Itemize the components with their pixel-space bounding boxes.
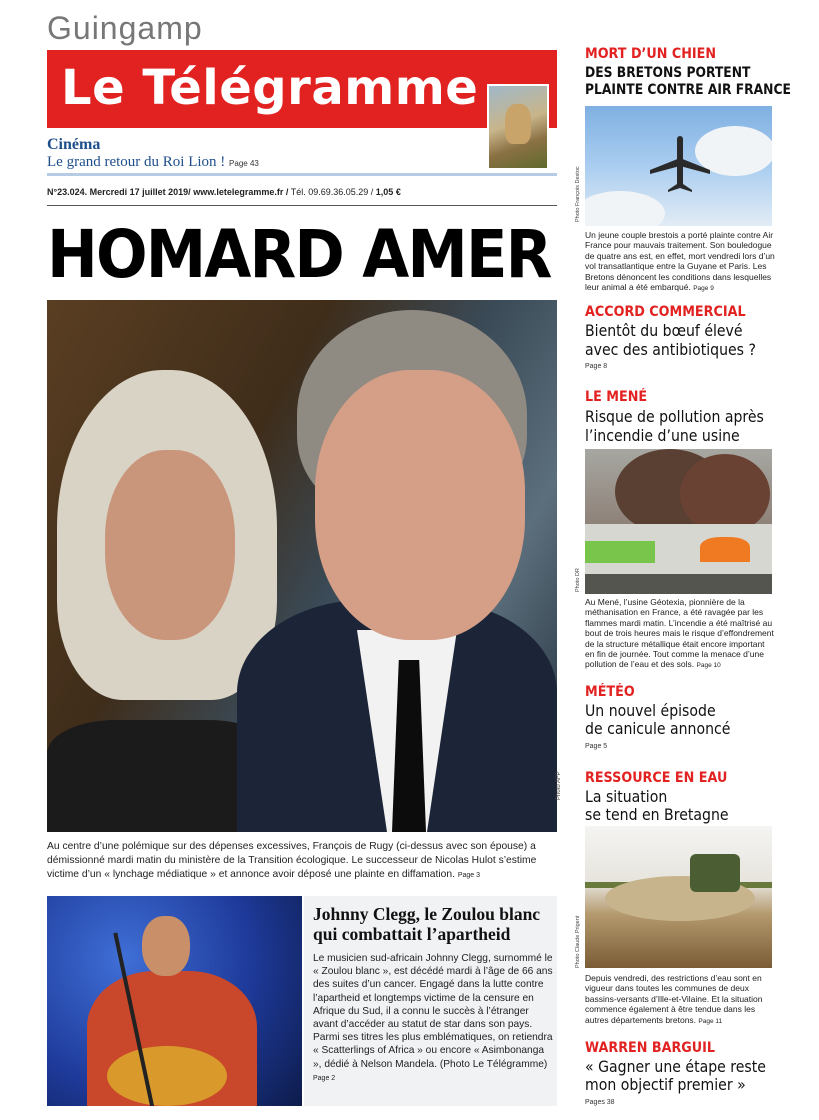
issue-website: www.letelegramme.fr /: [190, 187, 289, 197]
mene-body: Au Mené, l’usine Géotexia, pionnière de la méthanisation en France, a été ravagée par les flammes mardi matin. L’incendie a été maîtrisé au bout de trois heures mais le risque d’effondrement de la structure métallique était encore important en fin de journée. Tout comme la menace d’une pollution de l’eau et des sols.: [585, 597, 774, 670]
meteo-kicker: MÉTÉO: [585, 684, 635, 700]
meteo-page: Page 5: [585, 743, 608, 750]
airplane-photo[interactable]: [585, 106, 772, 226]
factory-facade: [585, 541, 655, 563]
man-face: [315, 370, 525, 640]
barguil-page: Pages 38: [585, 1099, 615, 1106]
clegg-title[interactable]: Johnny Clegg, le Zoulou blanc qui combattait l’apartheid: [313, 904, 541, 944]
woman-face: [105, 450, 235, 640]
issue-line: [47, 187, 401, 197]
chien-headline-1[interactable]: DES BRETONS PORTENT: [585, 65, 751, 81]
issue-price: 1,05 €: [373, 187, 401, 197]
lion-king-photo[interactable]: [487, 84, 549, 170]
masthead[interactable]: [47, 50, 557, 128]
airplane-icon: [650, 134, 710, 194]
ground: [585, 574, 772, 594]
factory-fire-photo[interactable]: [585, 449, 772, 594]
edition-name: Guingamp: [47, 10, 203, 46]
chien-kicker: MORT D’UN CHIEN: [585, 46, 717, 62]
clegg-body-text: Le musicien sud-africain Johnny Clegg, surnommé le « Zoulou blanc », est décédé mardi à l’âge de 66 ans des suites d’un cancer. Engagé dans la lutte contre l’apartheid et longtemps victime de la censure en Afrique du Sud, il a connu le succès à l’étranger avant d’accéder au statut de star dans son pays. Parmi ses titres les plus emblématiques, on retiendra « Scatterlings of Africa » ou encore « Asimbonanga », dédié à Nelson Mandela. (Photo Le Télégramme): [313, 953, 553, 1070]
teaser-headline: Le grand retour du Roi Lion !: [47, 154, 226, 170]
issue-number-date: N°23.024. Mercredi 17 juillet 2019/: [47, 187, 191, 197]
teaser-divider: [47, 173, 557, 176]
accord-headline-2[interactable]: avec des antibiotiques ?: [585, 340, 756, 359]
main-caption-page: Page 3: [457, 872, 481, 879]
main-caption-text: Au centre d’une polémique sur des dépenses excessives, François de Rugy (ci-dessus avec son épouse) a démissionné mardi matin du ministère de la Transition écologique. Le successeur de Nicolas Hulot s’estime victime d’un « lynchage médiatique » et annonce avoir déposé une plainte en diffamation.: [47, 841, 537, 880]
guitar: [107, 1046, 227, 1106]
barguil-headline-2[interactable]: mon objectif premier »: [585, 1075, 746, 1094]
clegg-text: [313, 952, 553, 1085]
barguil-headline-1[interactable]: « Gagner une étape reste: [585, 1057, 766, 1076]
flames: [700, 537, 750, 562]
cloud: [585, 191, 665, 226]
smoke: [680, 454, 770, 534]
main-photo[interactable]: [47, 300, 557, 832]
eau-text: [585, 973, 775, 1027]
main-headline[interactable]: HOMARD AMER: [47, 216, 551, 293]
tractor-photo[interactable]: [585, 826, 772, 968]
chien-text: [585, 230, 775, 294]
eau-kicker: RESSOURCE EN EAU: [585, 770, 728, 786]
mene-text: [585, 597, 775, 672]
mene-photo-credit: Photo DR: [575, 568, 581, 592]
eau-headline-1[interactable]: La situation: [585, 787, 668, 806]
chien-page: Page 9: [693, 285, 714, 293]
eau-page: Page 11: [698, 1017, 723, 1025]
teaser-text[interactable]: [47, 154, 259, 171]
masthead-title: Le Télégramme: [61, 60, 479, 116]
eau-photo-credit: Photo Claude Prigent: [575, 915, 581, 968]
barguil-kicker: WARREN BARGUIL: [585, 1040, 716, 1056]
clegg-page: Page 2: [313, 1074, 336, 1082]
accord-headline-1[interactable]: Bientôt du bœuf élevé: [585, 321, 743, 340]
teaser-page: Page 43: [229, 159, 259, 168]
clegg-head: [142, 916, 190, 976]
clegg-photo[interactable]: [47, 896, 302, 1106]
mene-headline-2[interactable]: l’incendie d’une usine: [585, 426, 740, 445]
eau-body: Depuis vendredi, des restrictions d’eau sont en vigueur dans toutes les communes de deux bassins-versants d’Ille-et-Vilaine. Et la situation commence également à être tendue dans les autres départements bretons.: [585, 973, 763, 1025]
accord-kicker: ACCORD COMMERCIAL: [585, 304, 746, 320]
tractor: [690, 854, 740, 892]
issue-phone: Tél. 09.69.36.05.29 /: [288, 187, 374, 197]
teaser-label: Cinéma: [47, 136, 101, 153]
mene-kicker: LE MENÉ: [585, 389, 648, 405]
issue-divider: [47, 205, 557, 206]
meteo-headline-2[interactable]: de canicule annoncé: [585, 719, 731, 738]
mene-page: Page 10: [696, 662, 721, 670]
chien-headline-2[interactable]: PLAINTE CONTRE AIR FRANCE: [585, 82, 791, 98]
chien-body: Un jeune couple brestois a porté plainte contre Air France pour mauvais traitement. Son bouledogue de quatre ans est, en effet, mort vendredi lors d’un vol transatlantique entre la Guyane et Paris. Les Bretons dénoncent les conditions dans lesquelles leur animal a été embarqué.: [585, 230, 775, 293]
mene-headline-1[interactable]: Risque de pollution après: [585, 407, 764, 426]
accord-page: Page 8: [585, 363, 608, 370]
main-photo-credit: Photo AFP: [556, 771, 562, 800]
meteo-headline-1[interactable]: Un nouvel épisode: [585, 701, 716, 720]
main-caption: [47, 840, 559, 883]
chien-photo-credit: Photo François Destoc: [575, 166, 581, 222]
eau-headline-2[interactable]: se tend en Bretagne: [585, 805, 729, 824]
